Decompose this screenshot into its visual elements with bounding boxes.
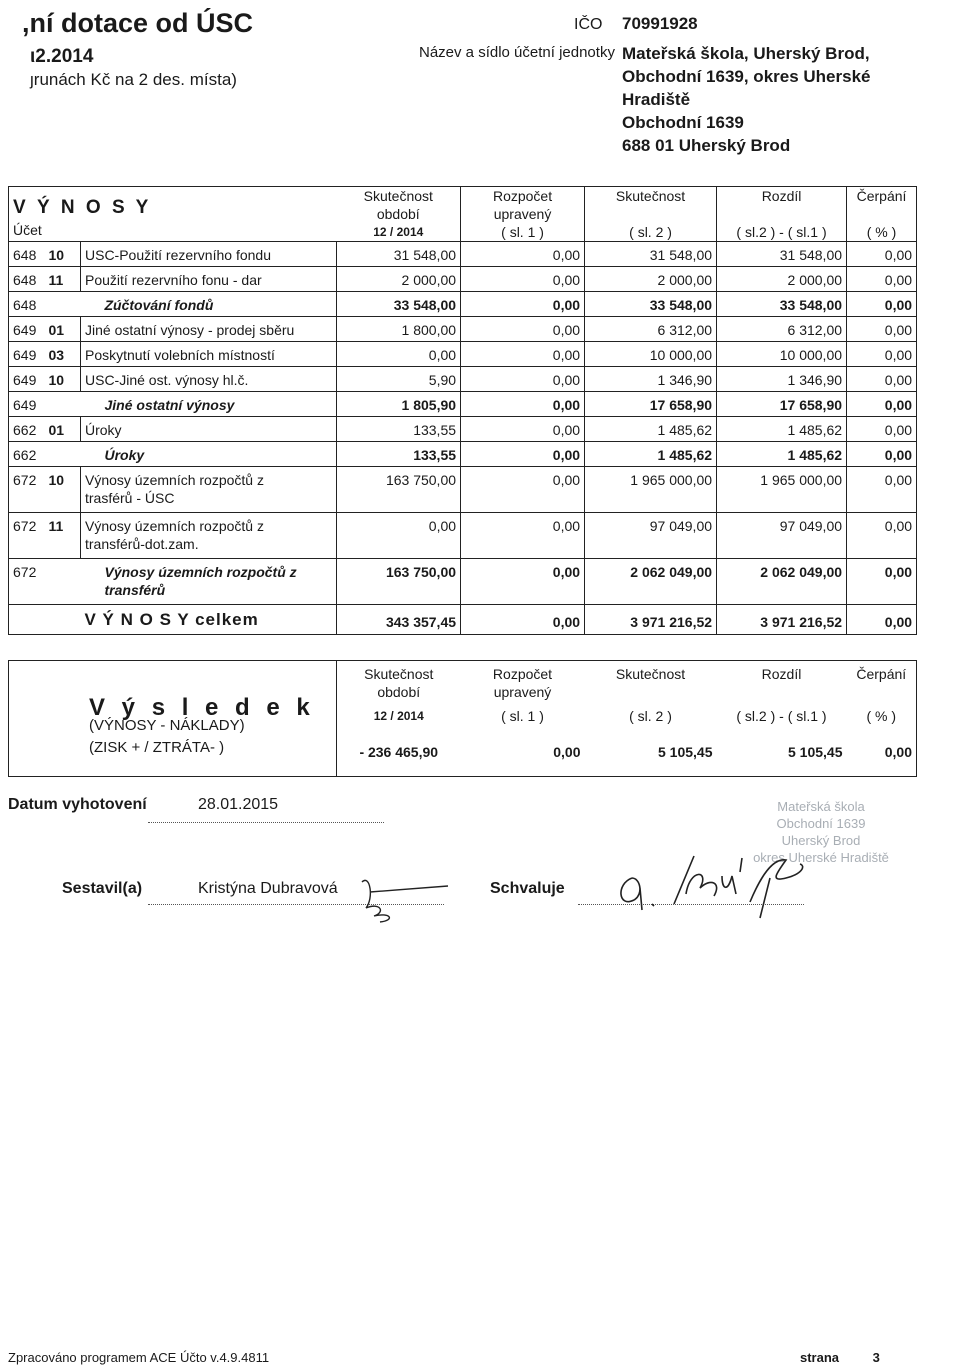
col-header-line: období bbox=[377, 684, 421, 700]
cell-value: 0,00 bbox=[461, 292, 585, 317]
col-header-rozpocet bbox=[461, 187, 585, 242]
col-header-line: Rozdíl bbox=[761, 188, 802, 204]
account-sub: 10 bbox=[45, 367, 81, 392]
result-col-cerpani bbox=[847, 661, 917, 777]
result-title-cell bbox=[9, 661, 337, 777]
schvaluje-label: Schvaluje bbox=[490, 880, 565, 897]
unit-line: Obchodní 1639 bbox=[622, 113, 744, 132]
result-col-skutecnost-obdobi bbox=[337, 661, 461, 777]
cell-value: 0,00 bbox=[461, 392, 585, 417]
ico-value: 70991928 bbox=[622, 14, 698, 33]
col-header-rozdil bbox=[717, 187, 847, 242]
description-line: transférů-dot.zam. bbox=[85, 536, 199, 552]
table-row bbox=[9, 242, 917, 267]
account-sub: 10 bbox=[45, 467, 81, 513]
description-line: USC-Jiné ost. výnosy hl.č. bbox=[85, 372, 249, 388]
cell-value: 33 548,00 bbox=[585, 292, 717, 317]
account-number: 648 bbox=[9, 242, 45, 267]
description-line: Poskytnutí volebních místností bbox=[85, 347, 275, 363]
cell-value: 0,00 bbox=[461, 342, 585, 367]
cell-value: 133,55 bbox=[337, 442, 461, 467]
row-description bbox=[81, 442, 337, 467]
cell-value: 31 548,00 bbox=[717, 242, 847, 267]
sestavil-label: Sestavil(a) bbox=[62, 880, 143, 897]
description-line: Jiné ostatní výnosy - prodej sběru bbox=[85, 322, 295, 338]
stamp-line: Mateřská škola bbox=[777, 799, 865, 814]
account-number: 648 bbox=[9, 267, 45, 292]
account-sub: 01 bbox=[45, 317, 81, 342]
col-header-line: Skutečnost bbox=[615, 188, 686, 204]
account-sub: 01 bbox=[45, 417, 81, 442]
col-header-line: Skutečnost bbox=[364, 666, 434, 682]
unit-address bbox=[622, 42, 871, 157]
result-value: 0,00 bbox=[884, 744, 912, 760]
cell-value: 2 000,00 bbox=[337, 267, 461, 292]
col-header-line: upravený bbox=[493, 206, 552, 222]
total-value: 0,00 bbox=[847, 605, 917, 635]
cell-value: 31 548,00 bbox=[585, 242, 717, 267]
account-number: 649 bbox=[9, 342, 45, 367]
total-row bbox=[9, 605, 917, 635]
cell-value: 0,00 bbox=[847, 513, 917, 559]
result-table bbox=[8, 660, 917, 777]
subtotal-row bbox=[9, 559, 917, 605]
account-sub: 03 bbox=[45, 342, 81, 367]
description-line: Úroky bbox=[104, 447, 145, 463]
cell-value: 2 062 049,00 bbox=[585, 559, 717, 605]
description-line: Výnosy územních rozpočtů z bbox=[85, 472, 264, 488]
account-number: 672 bbox=[9, 513, 45, 559]
account-sub bbox=[45, 559, 81, 605]
total-spacer bbox=[9, 605, 81, 635]
cell-value: 133,55 bbox=[337, 417, 461, 442]
account-number: 648 bbox=[9, 292, 45, 317]
row-description bbox=[81, 467, 337, 513]
cell-value: 2 000,00 bbox=[585, 267, 717, 292]
description-line: Zúčtování fondů bbox=[104, 297, 214, 313]
datum-label: Datum vyhotovení bbox=[8, 796, 147, 813]
cell-value: 33 548,00 bbox=[717, 292, 847, 317]
col-header-line: ( % ) bbox=[866, 224, 897, 240]
account-number: 672 bbox=[9, 467, 45, 513]
col-header-line: 12 / 2014 bbox=[373, 225, 424, 239]
result-value: 5 105,45 bbox=[658, 744, 713, 760]
cell-value: 1 346,90 bbox=[717, 367, 847, 392]
row-description bbox=[81, 417, 337, 442]
account-number: 649 bbox=[9, 317, 45, 342]
cell-value: 6 312,00 bbox=[585, 317, 717, 342]
col-header-line: ( sl.2 ) - ( sl.1 ) bbox=[736, 224, 827, 240]
cell-value: 0,00 bbox=[461, 417, 585, 442]
row-description bbox=[81, 292, 337, 317]
cell-value: 0,00 bbox=[461, 559, 585, 605]
row-description bbox=[81, 342, 337, 367]
page-label: strana bbox=[800, 1350, 840, 1365]
cell-value: 0,00 bbox=[847, 242, 917, 267]
cell-value: 1 485,62 bbox=[585, 442, 717, 467]
cell-value: 0,00 bbox=[847, 292, 917, 317]
description-line: USC-Použití rezervního fondu bbox=[85, 247, 271, 263]
table-row bbox=[9, 367, 917, 392]
account-sub: 11 bbox=[45, 267, 81, 292]
section-header-cell bbox=[9, 187, 337, 242]
col-header-skutecnost-obdobi bbox=[337, 187, 461, 242]
col-header-line: ( % ) bbox=[866, 708, 897, 724]
total-value: 3 971 216,52 bbox=[585, 605, 717, 635]
cell-value: 31 548,00 bbox=[337, 242, 461, 267]
col-header-line: ( sl. 2 ) bbox=[629, 224, 672, 240]
total-label: V Ý N O S Y celkem bbox=[81, 605, 337, 635]
sestavil-value: Kristýna Dubravová bbox=[198, 880, 338, 897]
unit-line: Hradiště bbox=[622, 90, 691, 109]
unit-line: Obchodní 1639, okres Uherské bbox=[622, 67, 871, 86]
cell-value: 2 000,00 bbox=[717, 267, 847, 292]
description-line: Výnosy územních rozpočtů z bbox=[104, 564, 297, 580]
stamp-line: okres Uherské Hradiště bbox=[753, 850, 889, 865]
col-header-line: ( sl. 1 ) bbox=[501, 708, 544, 724]
account-sub: 10 bbox=[45, 242, 81, 267]
result-subtitle: (ZISK + / ZTRÁTA- ) bbox=[89, 739, 225, 756]
result-col-skutecnost bbox=[585, 661, 717, 777]
account-sub: 11 bbox=[45, 513, 81, 559]
col-header-line: Čerpání bbox=[856, 188, 907, 204]
cell-value: 0,00 bbox=[847, 467, 917, 513]
cell-value: 0,00 bbox=[847, 417, 917, 442]
description-line: Použití rezervního fonu - dar bbox=[85, 272, 262, 288]
row-description bbox=[81, 267, 337, 292]
total-value: 343 357,45 bbox=[337, 605, 461, 635]
cell-value: 1 965 000,00 bbox=[585, 467, 717, 513]
result-value: 0,00 bbox=[553, 744, 581, 760]
col-header-line: Rozpočet bbox=[492, 666, 553, 682]
page-number: 3 bbox=[872, 1350, 880, 1365]
cell-value: 17 658,90 bbox=[717, 392, 847, 417]
table-row bbox=[9, 342, 917, 367]
cell-value: 163 750,00 bbox=[337, 467, 461, 513]
col-header-line: Skutečnost bbox=[363, 188, 433, 204]
description-line: Úroky bbox=[85, 422, 122, 438]
col-header-line: Rozpočet bbox=[492, 188, 553, 204]
account-number: 649 bbox=[9, 392, 45, 417]
cell-value: 1 485,62 bbox=[585, 417, 717, 442]
row-description bbox=[81, 242, 337, 267]
account-number: 662 bbox=[9, 417, 45, 442]
revenue-rows bbox=[9, 242, 917, 605]
account-number: 672 bbox=[9, 559, 45, 605]
result-value: 5 105,45 bbox=[788, 744, 843, 760]
description-line: Výnosy územních rozpočtů z bbox=[85, 518, 264, 534]
cell-value: 0,00 bbox=[847, 559, 917, 605]
currency-note: ȷrunách Kč na 2 des. místa) bbox=[30, 70, 237, 89]
description-line: Jiné ostatní výnosy bbox=[104, 397, 235, 413]
dotted-line bbox=[148, 822, 384, 823]
col-header-line: ( sl. 2 ) bbox=[629, 708, 672, 724]
result-title: V ý s l e d e k bbox=[89, 694, 315, 721]
cell-value: 0,00 bbox=[847, 267, 917, 292]
cell-value: 0,00 bbox=[847, 392, 917, 417]
result-value: - 236 465,90 bbox=[359, 744, 439, 760]
cell-value: 0,00 bbox=[461, 267, 585, 292]
page-indicator bbox=[800, 1350, 880, 1365]
account-number: 662 bbox=[9, 442, 45, 467]
signature-icon bbox=[340, 868, 450, 924]
cell-value: 33 548,00 bbox=[337, 292, 461, 317]
description-line: transférů bbox=[104, 582, 166, 598]
row-description bbox=[81, 559, 337, 605]
cell-value: 97 049,00 bbox=[717, 513, 847, 559]
cell-value: 0,00 bbox=[461, 317, 585, 342]
account-number: 649 bbox=[9, 367, 45, 392]
section-title: V Ý N O S Y bbox=[13, 197, 152, 218]
cell-value: 1 485,62 bbox=[717, 442, 847, 467]
cell-value: 17 658,90 bbox=[585, 392, 717, 417]
cell-value: 2 062 049,00 bbox=[717, 559, 847, 605]
unit-line: 688 01 Uherský Brod bbox=[622, 136, 791, 155]
row-description bbox=[81, 367, 337, 392]
result-col-rozdil bbox=[717, 661, 847, 777]
account-sub bbox=[45, 392, 81, 417]
stamp-line: Uherský Brod bbox=[781, 833, 861, 848]
ucet-label: Účet bbox=[13, 222, 42, 238]
col-header-cerpani bbox=[847, 187, 917, 242]
subtotal-row bbox=[9, 292, 917, 317]
cell-value: 0,00 bbox=[847, 442, 917, 467]
program-note: Zpracováno programem ACE Účto v.4.9.4811 bbox=[8, 1350, 270, 1365]
cell-value: 0,00 bbox=[847, 367, 917, 392]
unit-label: Název a sídlo účetní jednotky bbox=[419, 44, 615, 61]
account-sub bbox=[45, 442, 81, 467]
table-row bbox=[9, 417, 917, 442]
cell-value: 0,00 bbox=[337, 342, 461, 367]
cell-value: 10 000,00 bbox=[585, 342, 717, 367]
revenue-table bbox=[8, 186, 917, 635]
subtotal-row bbox=[9, 392, 917, 417]
cell-value: 0,00 bbox=[461, 467, 585, 513]
cell-value: 0,00 bbox=[461, 367, 585, 392]
datum-value: 28.01.2015 bbox=[198, 796, 279, 813]
cell-value: 0,00 bbox=[461, 242, 585, 267]
total-value: 0,00 bbox=[461, 605, 585, 635]
table-row bbox=[9, 513, 917, 559]
cell-value: 0,00 bbox=[337, 513, 461, 559]
cell-value: 1 346,90 bbox=[585, 367, 717, 392]
account-sub bbox=[45, 292, 81, 317]
cell-value: 1 805,90 bbox=[337, 392, 461, 417]
signature-icon bbox=[610, 838, 830, 928]
cell-value: 0,00 bbox=[461, 442, 585, 467]
row-description bbox=[81, 513, 337, 559]
cell-value: 0,00 bbox=[461, 513, 585, 559]
table-row bbox=[9, 467, 917, 513]
cell-value: 1 800,00 bbox=[337, 317, 461, 342]
row-description bbox=[81, 392, 337, 417]
col-header-line: ( sl.2 ) - ( sl.1 ) bbox=[736, 708, 827, 724]
cell-value: 0,00 bbox=[847, 317, 917, 342]
col-header-line: Skutečnost bbox=[615, 666, 686, 682]
result-col-rozpocet bbox=[461, 661, 585, 777]
result-subtitle: (VÝNOSY - NÁKLADY) bbox=[89, 717, 245, 734]
col-header-line: upravený bbox=[493, 684, 552, 700]
cell-value: 97 049,00 bbox=[585, 513, 717, 559]
subtotal-row bbox=[9, 442, 917, 467]
cell-value: 5,90 bbox=[337, 367, 461, 392]
cell-value: 1 485,62 bbox=[717, 417, 847, 442]
table-row bbox=[9, 317, 917, 342]
table-row bbox=[9, 267, 917, 292]
col-header-line: Čerpání bbox=[856, 666, 907, 682]
cell-value: 6 312,00 bbox=[717, 317, 847, 342]
col-header-skutecnost bbox=[585, 187, 717, 242]
cell-value: 0,00 bbox=[847, 342, 917, 367]
cell-value: 1 965 000,00 bbox=[717, 467, 847, 513]
stamp-line: Obchodní 1639 bbox=[776, 816, 866, 831]
report-date: ι2.2014 bbox=[30, 46, 94, 67]
document-title: ,ní dotace od ÚSC bbox=[22, 8, 254, 38]
col-header-line: 12 / 2014 bbox=[373, 709, 424, 723]
cell-value: 10 000,00 bbox=[717, 342, 847, 367]
col-header-line: období bbox=[376, 206, 420, 222]
row-description bbox=[81, 317, 337, 342]
col-header-line: Rozdíl bbox=[761, 666, 802, 682]
total-value: 3 971 216,52 bbox=[717, 605, 847, 635]
cell-value: 163 750,00 bbox=[337, 559, 461, 605]
unit-line: Mateřská škola, Uherský Brod, bbox=[622, 44, 870, 63]
description-line: trasférů - ÚSC bbox=[85, 490, 175, 506]
ico-label: IČO bbox=[574, 16, 603, 33]
col-header-line: ( sl. 1 ) bbox=[501, 224, 544, 240]
